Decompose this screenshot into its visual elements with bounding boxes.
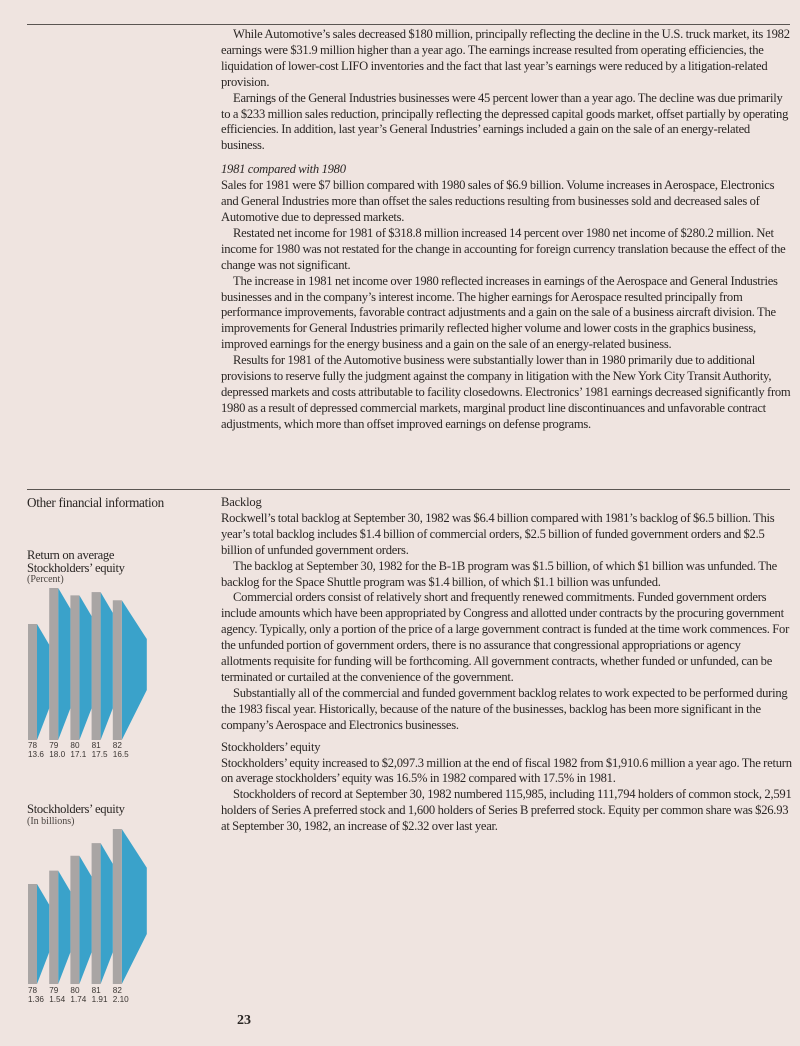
paragraph: Substantially all of the commercial and funded government backlog relates to work expected to be performed during the 1983 fiscal year. Historically, because of the nature of the businesses, backlog has been more significant in the company’s Aerospace and Electronics businesses. <box>221 685 788 732</box>
data-label: 2.10 <box>112 995 129 1004</box>
chart-subtitle: (In billions) <box>27 816 75 827</box>
chart-title: Stockholders’ equity <box>27 561 125 575</box>
paragraph: The increase in 1981 net income over 1980 reflected increases in earnings of the Aerospace and General Industries businesses and in the company’s interest income. The higher earnings for Aerospace resulted principally from performance improvements, favorable contract adjustments and a gain on the sale of a business aircraft division. The improvements for General Industries primarily reflected higher volume and lower costs in the graphics business, improved earnings for the energy business and a gain on the sale of an energy-related business. <box>221 273 778 352</box>
x-tick-label: 79 <box>49 741 59 750</box>
x-tick-label: 78 <box>28 741 38 750</box>
data-label: 18.0 <box>49 750 66 759</box>
bar-shadow-80 <box>79 856 91 984</box>
data-label: 17.1 <box>70 750 87 759</box>
bar-shadow-78 <box>37 884 49 984</box>
bar-79 <box>49 871 58 984</box>
chart-title: Return on average <box>27 548 115 562</box>
x-tick-label: 82 <box>112 741 122 750</box>
x-tick-label: 82 <box>112 986 122 995</box>
x-tick-label: 80 <box>70 741 80 750</box>
page-number: 23 <box>237 1013 251 1028</box>
sidebar-title: Other financial information <box>27 495 164 510</box>
x-tick-label: 78 <box>28 986 38 995</box>
subheading-1981-vs-1980: 1981 compared with 1980 <box>221 162 346 177</box>
bar-shadow-81 <box>101 843 113 984</box>
equity-heading: Stockholders’ equity <box>221 739 321 754</box>
chart-subtitle: (Percent) <box>27 574 64 585</box>
paragraph: Results for 1981 of the Automotive business were substantially lower than in 1980 primarily due to additional provisions to reserve fully the judgment against the company in litigation with the New York City Transit Authority, depressed markets and costs attributable to facility closedowns. Electronics’ 1981 earnings decreased significantly from 1980 as a result of depressed commercial markets, marginal product line discontinuances and unfavorable contract adjustments, which more than offset improved earnings on defense programs. <box>221 353 791 431</box>
paragraph: While Automotive’s sales decreased $180 million, principally reflecting the decline in the U.S. truck market, its 1982 earnings were $31.9 million higher than a year ago. The earnings increase resulted from operating efficiencies, the liquidation of lower-cost LIFO inventories and the fact that last year’s earnings were reduced by a litigation-related provision. <box>221 27 790 89</box>
x-tick-label: 79 <box>49 986 59 995</box>
paragraph: Commercial orders consist of relatively short and frequently renewed commitments. Funded government orders include amounts which have been appropriated by Congress and allotted under contracts by the procuring government agency. Typically, only a portion of the price of a large government contract is funded at the time work commences. For the unfunded portion of government orders, there is no assurance that congressional appropriations or agency allotments requisite for funding will be forthcoming. All government contracts, whether funded or unfunded, can be terminated or curtailed at the convenience of the government. <box>221 590 790 684</box>
paragraph: Earnings of the General Industries businesses were 45 percent lower than a year ago. The decline was due primarily to a $233 million sales reduction, principally reflecting the depressed capital goods market, offset partially by operating efficiencies. In addition, last year’s General Industries’ earnings included a gain on the sale of an energy-related business. <box>221 90 789 153</box>
data-label: 13.6 <box>28 750 44 759</box>
x-tick-label: 80 <box>70 986 80 995</box>
paragraph: Restated net income for 1981 of $318.8 million increased 14 percent over 1980 net income of $280.2 million. Net income for 1980 was not restated for the change in accounting for foreign currency translation because the effect of the change was not significant. <box>221 225 786 272</box>
paragraph: Stockholders of record at September 30, 1982 numbered 115,985, including 111,794 holders of common stock, 2,591 holders of Series A preferred stock and 1,600 holders of Series B preferred stock. Equity per common share was $26.93 at September 30, 1982, an increase of $2.32 over last year. <box>221 787 792 834</box>
bar-82 <box>113 829 122 984</box>
x-tick-label: 81 <box>91 741 101 750</box>
paragraph: The backlog at September 30, 1982 for the B-1B program was $1.5 billion, of which $1 billion was unfunded. The backlog for the Space Shuttle program was $1.4 billion, of which $1.1 billion was unfunded. <box>221 558 778 589</box>
data-label: 1.91 <box>91 995 108 1004</box>
bar-shadow-79 <box>58 871 70 984</box>
data-label: 17.5 <box>91 750 108 759</box>
data-label: 1.54 <box>49 995 66 1004</box>
data-label: 1.36 <box>28 995 44 1004</box>
x-tick-label: 81 <box>91 986 101 995</box>
bar-78 <box>28 884 37 984</box>
backlog-column <box>221 495 793 835</box>
paragraph: Sales for 1981 were $7 billion compared with 1980 sales of $6.9 billion. Volume increases in Aerospace, Electronics and General Industries more than offset the sales reductions resulting from businesses sold and decreased sales of Automotive due to depressed markets. <box>221 178 775 224</box>
data-label: 16.5 <box>112 750 129 759</box>
paragraph: Rockwell’s total backlog at September 30, 1982 was $6.4 billion compared with 1981’s backlog of $6.5 billion. This year’s total backlog includes $1.4 billion of commercial orders, $2.5 billion of funded government orders and $2.5 billion of unfunded government orders. <box>221 510 775 557</box>
data-label: 1.74 <box>70 995 87 1004</box>
paragraph: Stockholders’ equity increased to $2,097.3 million at the end of fiscal 1982 from $1,910.6 million a year ago. The return on average stockholders’ equity was 16.5% in 1982 compared with 17.5% in 1981. <box>221 755 792 786</box>
bar-80 <box>70 856 79 984</box>
chart-title: Stockholders’ equity <box>27 802 125 816</box>
backlog-heading: Backlog <box>221 495 262 509</box>
bar-81 <box>92 843 101 984</box>
bar-shadow-82 <box>122 829 147 984</box>
